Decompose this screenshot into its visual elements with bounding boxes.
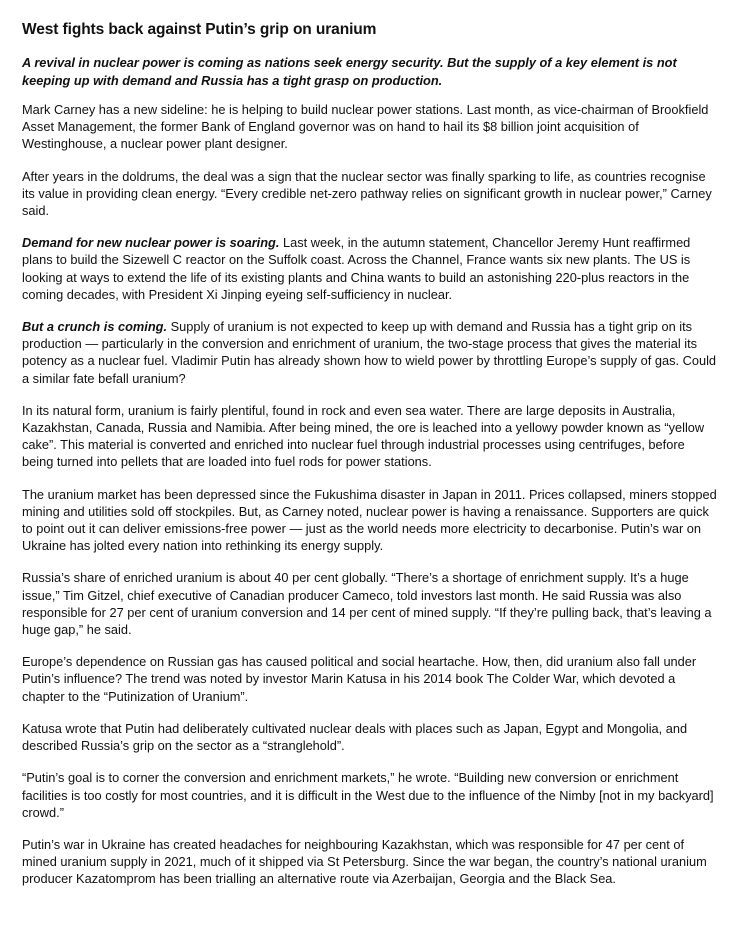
paragraph-text: Supply of uranium is not expected to keep up with demand and Russia has a tight grip on its production — particularly in the conversion and enrichment of uranium, the two-stage process that gives the material its potency as a nuclear fuel. Vladimir Putin has already shown how to wield power by throttling Europe’s supply of gas. Could a similar fate befall uranium? xyxy=(22,319,717,386)
paragraph-text: Russia’s share of enriched uranium is about 40 per cent globally. “There’s a shortage of enrichment supply. It’s a huge issue,” Tim Gitzel, chief executive of Canadian producer Cameco, told investors last month. He said Russia was also responsible for 27 per cent of uranium conversion and 14 per cent of mined supply. “If they’re pulling back, that’s leaving a huge gap,” he said. xyxy=(22,570,712,638)
paragraph-text: Europe’s dependence on Russian gas has caused political and social heartache. How, then, did uranium also fall under Putin’s influence? The trend was noted by investor Marin Katusa in his 2014 book The Colder War, which devoted a chapter to the “Putinization of Uranium”. xyxy=(22,654,697,704)
paragraph-text: Mark Carney has a new sideline: he is helping to build nuclear power stations. Last month, as vice-chairman of Brookfield Asset Management, the former Bank of England governor was on hand to hail its $8 billion joint acquisition of Westinghouse, a nuclear power plant designer. xyxy=(22,102,709,152)
article-paragraph xyxy=(22,101,718,153)
paragraph-text: After years in the doldrums, the deal was a sign that the nuclear sector was finally sparking to life, as countries recognise its value in providing clean energy. “Every credible net-zero pathway relies on significant growth in nuclear power,” Carney said. xyxy=(22,168,712,219)
article-paragraph xyxy=(22,234,718,303)
paragraph-text: “Putin’s goal is to corner the conversion and enrichment markets,” he wrote. “Building new conversion or enrichment facilities is too costly for most countries, and it is difficult in the West due to the influence of the Nimby [not in my backyard] crowd.” xyxy=(22,770,714,820)
article-paragraph xyxy=(22,720,718,754)
article-standfirst: A revival in nuclear power is coming as nations seek energy security. But the supply of a key element is not keeping up with demand and Russia has a tight grasp on production. xyxy=(22,55,677,88)
paragraph-text: Katusa wrote that Putin had deliberately cultivated nuclear deals with places such as Japan, Egypt and Mongolia, and described Russia’s grip on the sector as a “stranglehold”. xyxy=(22,720,688,754)
paragraph-lead: Demand for new nuclear power is soaring. xyxy=(22,235,280,251)
paragraph-text: In its natural form, uranium is fairly plentiful, found in rock and even sea water. There are large deposits in Australia, Kazakhstan, Canada, Russia and Namibia. After being mined, the ore is leached into a yellowy powder known as “yellow cake”. This material is converted and enriched into nuclear fuel through industrial processes using centrifuges, before being turned into pellets that are loaded into fuel rods for power stations. xyxy=(22,402,705,470)
article-paragraph xyxy=(22,486,718,555)
article-paragraph xyxy=(22,836,718,888)
paragraph-text: Last week, in the autumn statement, Chancellor Jeremy Hunt reaffirmed plans to build the Sizewell C reactor on the Suffolk coast. Across the Channel, France wants six new plants. The US is looking at ways to extend the life of its existing plants and China wants to build an astonishing 220-plus reactors in the coming decades, with President Xi Jinping eyeing self-sufficiency in nuclear. xyxy=(22,235,691,302)
article-title: West fights back against Putin’s grip on uranium xyxy=(22,21,377,38)
article-paragraph xyxy=(22,569,718,638)
article-paragraph xyxy=(22,168,718,220)
article-paragraph xyxy=(22,653,718,705)
article-paragraph xyxy=(22,769,718,821)
article-paragraph xyxy=(22,318,718,387)
article-paragraph xyxy=(22,402,718,471)
paragraph-text: Putin’s war in Ukraine has created headaches for neighbouring Kazakhstan, which was responsible for 47 per cent of mined uranium supply in 2021, much of it shipped via St Petersburg. Since the war began, the country’s national uranium producer Kazatomprom has been trialling an alternative route via Azerbaijan, Georgia and the Black Sea. xyxy=(22,836,707,887)
paragraph-lead: But a crunch is coming. xyxy=(22,319,168,335)
paragraph-text: The uranium market has been depressed since the Fukushima disaster in Japan in 2011. Prices collapsed, miners stopped mining and utilities sold off stockpiles. But, as Carney noted, nuclear power is having a renaissance. Supporters are quick to point out it can deliver emissions-free power — just as the world needs more electricity to decarbonise. Putin’s war on Ukraine has jolted every nation into rethinking its energy supply. xyxy=(22,486,717,554)
